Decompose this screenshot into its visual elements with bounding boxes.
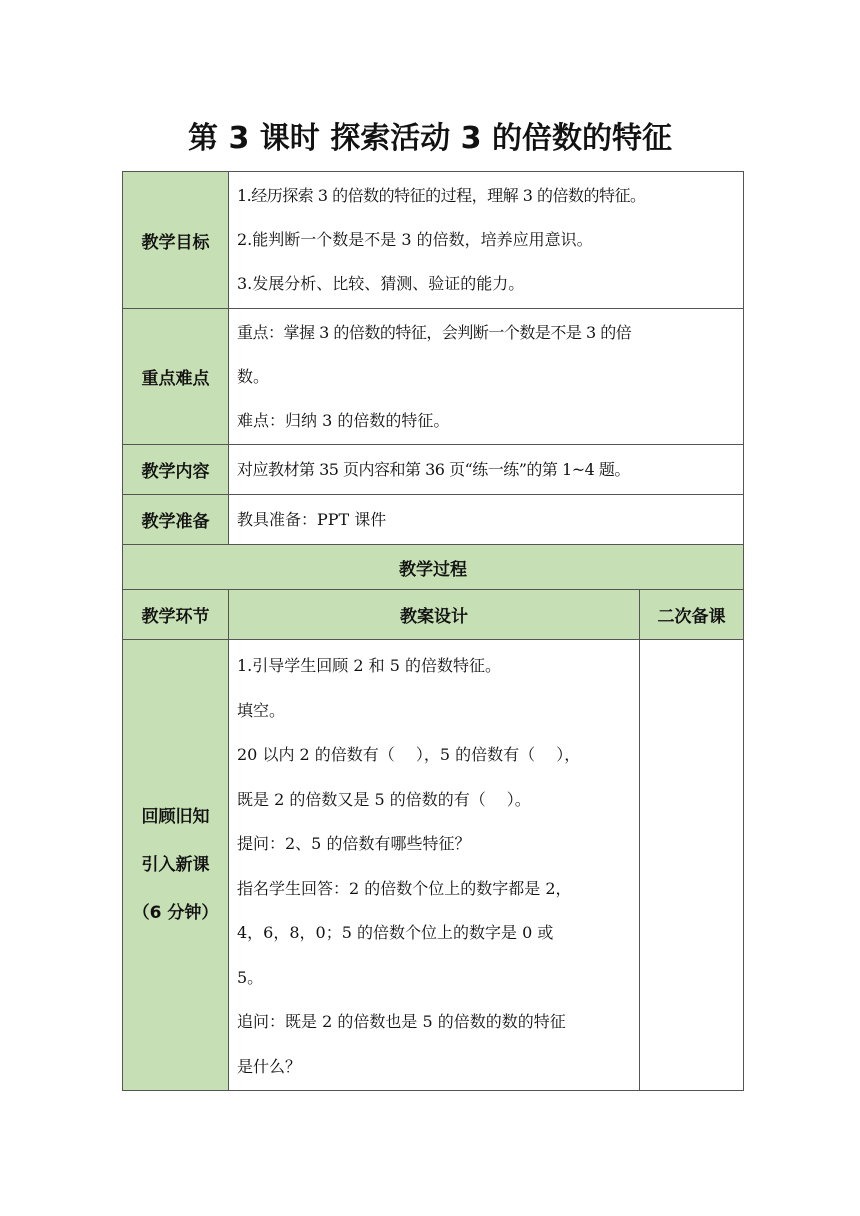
objective-line: 3.发展分析、比较、猜测、验证的能力。: [237, 274, 525, 293]
column-header-revision: 二次备课: [640, 590, 744, 640]
key-point-line: 重点：掌握 3 的倍数的特征，会判断一个数是不是 3 的倍: [237, 322, 632, 342]
objectives-row: [123, 172, 744, 309]
key-points-row: [123, 309, 744, 445]
column-header-stage: 教学环节: [123, 590, 229, 640]
content-line: 对应教材第 35 页内容和第 36 页“练一练”的第 1~4 题。: [237, 459, 630, 479]
objectives-label: 教学目标: [123, 172, 229, 309]
design-line: 填空。: [237, 700, 286, 720]
content-row: [123, 445, 744, 495]
stage-label-line: 回顾旧知: [141, 807, 210, 827]
design-line: 指名学生回答：2 的倍数个位上的数字都是 2，: [237, 878, 572, 898]
design-line: 提问：2、5 的倍数有哪些特征？: [237, 834, 471, 853]
stage-row: [123, 640, 744, 1091]
key-points-label: 重点难点: [123, 309, 229, 445]
design-line: 20 以内 2 的倍数有（ ），5 的倍数有（ ），: [237, 745, 581, 764]
design-line: 既是 2 的倍数又是 5 的倍数的有（ ）。: [237, 789, 531, 809]
design-line: 1.引导学生回顾 2 和 5 的倍数特征。: [237, 656, 501, 675]
design-line: 5。: [237, 967, 264, 987]
content-text: [229, 445, 744, 495]
design-line: 追问：既是 2 的倍数也是 5 的倍数的数的特征: [237, 1012, 566, 1031]
preparation-label: 教学准备: [123, 495, 229, 545]
content-label: 教学内容: [123, 445, 229, 495]
process-heading: 教学过程: [123, 545, 744, 590]
key-points-content: [229, 309, 744, 445]
process-heading-row: [123, 545, 744, 590]
stage-label: [123, 640, 229, 1091]
lesson-plan-table: [122, 171, 744, 1091]
page-title: 第 3 课时 探索活动 3 的倍数的特征: [188, 121, 672, 156]
preparation-row: [123, 495, 744, 545]
stage-label-duration: （6 分钟）: [132, 903, 219, 923]
stage-design-content: [229, 640, 640, 1091]
design-line: 是什么？: [237, 1056, 302, 1076]
key-point-line: 数。: [237, 366, 270, 386]
stage-label-line: 引入新课: [141, 855, 210, 875]
revision-cell[interactable]: [640, 640, 744, 1091]
preparation-line: 教具准备：PPT 课件: [237, 509, 387, 529]
column-header-design: 教案设计: [229, 590, 640, 640]
process-columns-row: [123, 590, 744, 640]
design-line: 4，6，8，0；5 的倍数个位上的数字是 0 或: [237, 923, 554, 942]
objective-line: 1.经历探索 3 的倍数的特征的过程，理解 3 的倍数的特征。: [237, 186, 646, 205]
preparation-text: [229, 495, 744, 545]
objectives-content: [229, 172, 744, 309]
key-point-line: 难点：归纳 3 的倍数的特征。: [237, 410, 450, 430]
objective-line: 2.能判断一个数是不是 3 的倍数，培养应用意识。: [237, 230, 593, 249]
